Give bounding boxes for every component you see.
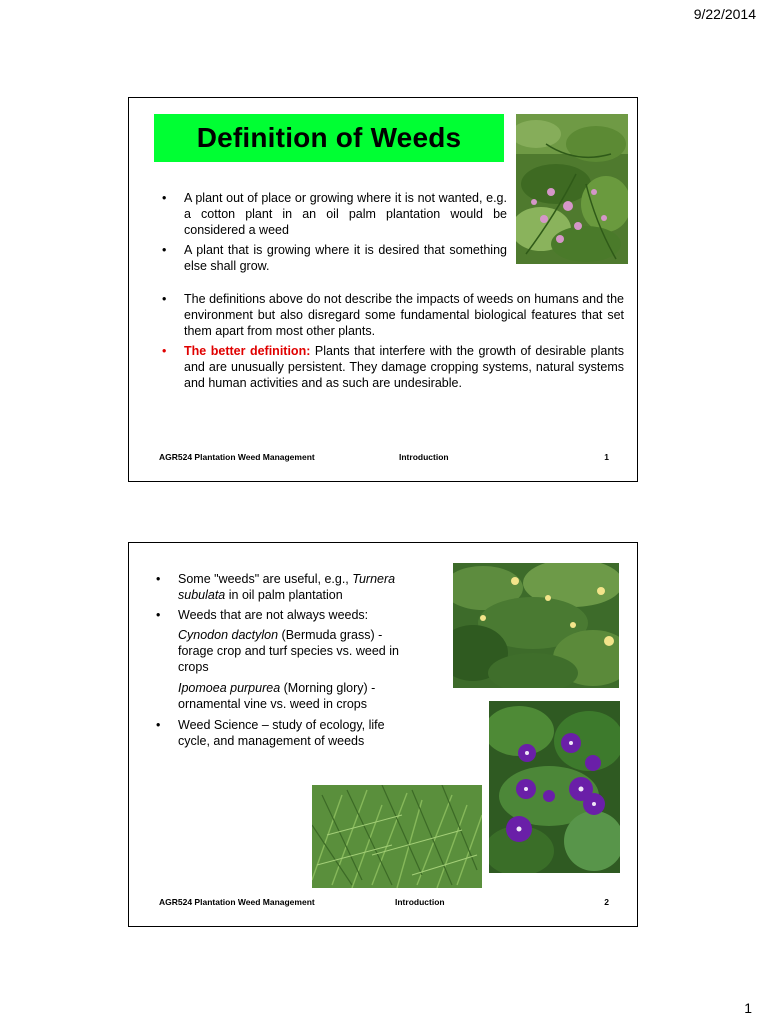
bullet-list: [153, 571, 415, 753]
bullet-list-top: [159, 190, 507, 278]
list-item: • A plant that is growing where it is desired that something else shall grow.: [159, 242, 507, 274]
slide-2: [128, 542, 638, 927]
morning-glory-photo: [489, 701, 620, 873]
footer-section: Introduction: [395, 897, 445, 907]
bullet-list-bottom: [159, 291, 624, 395]
slide-title: Definition of Weeds: [196, 122, 462, 153]
page-date: 9/22/2014: [693, 6, 756, 22]
footer-slide-number: 2: [604, 897, 609, 907]
list-item: • The definitions above do not describe the impacts of weeds on humans and the environment but also disregard some fundamental biological features that set them apart from most other plants.: [159, 291, 624, 339]
sub1-species: Cynodon dactylon: [178, 628, 279, 642]
footer-section: Introduction: [399, 452, 449, 462]
list-item: [153, 571, 415, 603]
sub-item-cynodon: [153, 627, 415, 675]
b1-post: in oil palm plantation: [225, 588, 343, 602]
footer-slide-number: 1: [604, 452, 609, 462]
list-item: • A plant out of place or growing where it is not wanted, e.g. a cotton plant in an oil palm plantation would be considered a weed: [159, 190, 507, 238]
sub2-text: (Morning glory) - ornamental vine vs. weed in crops: [178, 681, 376, 711]
better-definition-text: Plants that interfere with the growth of desirable plants and are unusually persistent. They damage cropping systems, natural systems and human activities and as such are undesirable.: [184, 344, 624, 390]
bermuda-grass-photo: [312, 785, 482, 888]
better-definition-label: The better definition:: [184, 344, 311, 358]
mimosa-photo: [516, 114, 628, 264]
footer-course: AGR524 Plantation Weed Management: [159, 452, 315, 462]
sub2-species: Ipomoea purpurea: [178, 681, 281, 695]
sub1-text: (Bermuda grass) - forage crop and turf species vs. weed in crops: [178, 628, 399, 674]
list-item: • Weeds that are not always weeds:: [153, 607, 415, 623]
b1-pre: Some "weeds" are useful, e.g.,: [178, 572, 353, 586]
list-item-better-definition: [159, 343, 624, 391]
sub-item-ipomoea: [153, 680, 415, 712]
footer-course: AGR524 Plantation Weed Management: [159, 897, 315, 907]
b1-species: Turnera subulata: [178, 572, 396, 602]
page-number: 1: [744, 1000, 752, 1016]
slide-1: [128, 97, 638, 482]
slide-title-box: [154, 114, 504, 162]
list-item: • Weed Science – study of ecology, life cycle, and management of weeds: [153, 717, 415, 749]
turnera-photo: [453, 563, 619, 688]
